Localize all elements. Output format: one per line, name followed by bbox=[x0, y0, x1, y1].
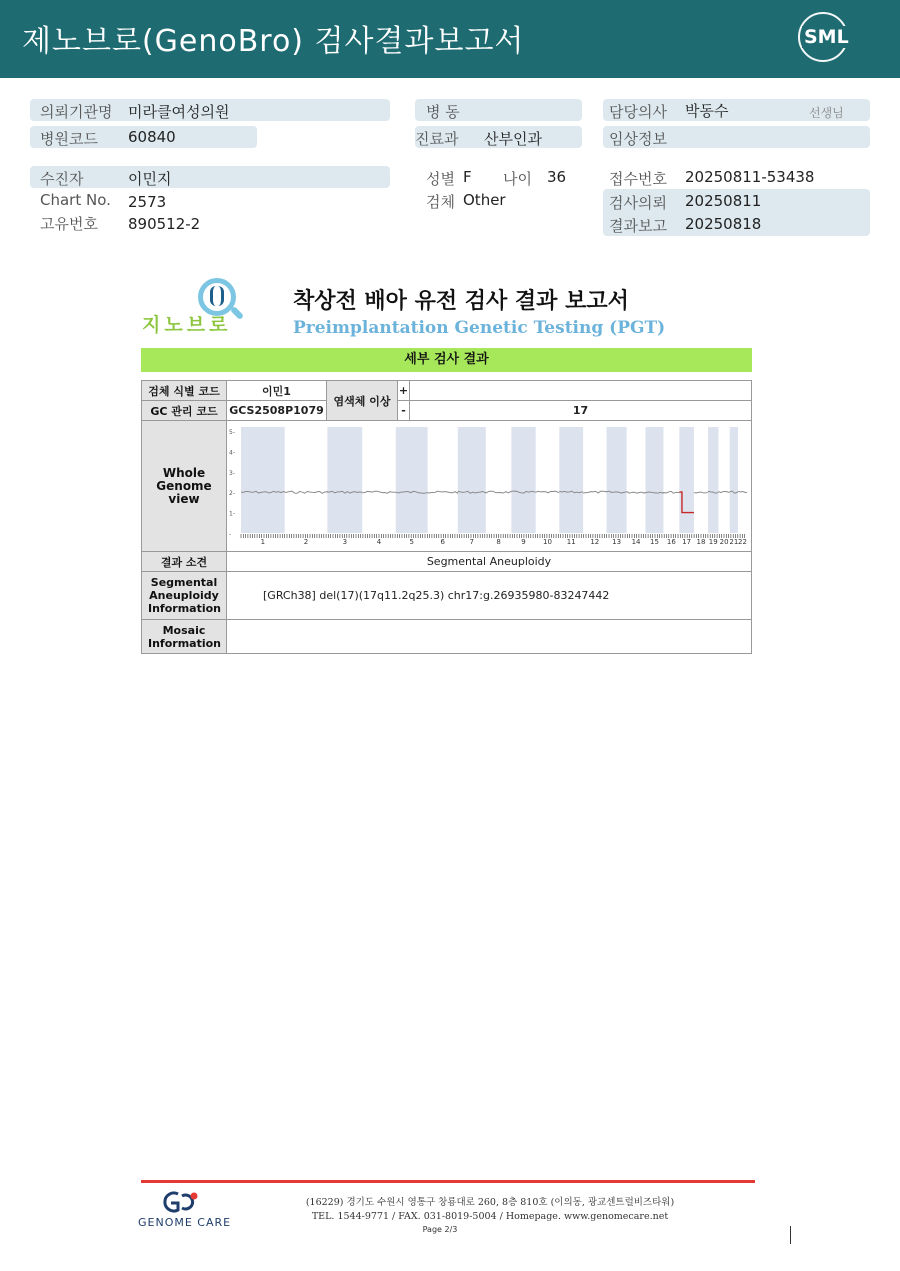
report-date-label: 결과보고 bbox=[609, 217, 667, 235]
chromosome-band-17 bbox=[679, 427, 694, 533]
chromosome-band-15 bbox=[645, 427, 663, 533]
minus-sign: - bbox=[398, 401, 410, 421]
footer-address bbox=[300, 1196, 680, 1224]
logo-name: 지노브로 bbox=[142, 314, 232, 336]
copy-number-line-chr4 bbox=[362, 491, 395, 493]
x-tick-label: 18 bbox=[696, 538, 706, 546]
y-tick-label: 4- bbox=[229, 449, 235, 457]
x-tick-label: 21 bbox=[729, 538, 739, 546]
y-tick-label: - bbox=[229, 531, 232, 538]
specimen-value: Other bbox=[463, 191, 506, 209]
x-tick-label: 16 bbox=[666, 538, 676, 546]
chart-label: Chart No. bbox=[40, 191, 111, 209]
wgv-label: Whole Genome view bbox=[142, 421, 227, 552]
receipt-value: 20250811-53438 bbox=[685, 168, 815, 186]
x-tick-label: 4 bbox=[376, 538, 382, 546]
x-tick-label: 15 bbox=[650, 538, 659, 546]
section-header: 세부 검사 결과 bbox=[141, 348, 752, 372]
x-tick-label: 17 bbox=[682, 538, 692, 546]
x-tick-label: 13 bbox=[612, 538, 622, 546]
x-tick-label: 20 bbox=[719, 538, 729, 546]
age-value: 36 bbox=[547, 168, 567, 186]
hospital-code-label: 병원코드 bbox=[40, 130, 98, 148]
clinical-label: 임상정보 bbox=[609, 130, 667, 148]
x-tick-label: 5 bbox=[409, 538, 414, 546]
y-tick-label: 3- bbox=[229, 469, 235, 477]
sml-logo bbox=[796, 12, 852, 64]
department-label: 진료과 bbox=[415, 130, 459, 148]
age-label: 나이 bbox=[503, 170, 532, 188]
request-label: 검사의뢰 bbox=[609, 194, 667, 212]
y-tick-label: 5- bbox=[229, 429, 235, 436]
doctor-suffix: 선생님 bbox=[809, 106, 844, 120]
x-tick-label: 3 bbox=[342, 538, 348, 546]
chromosome-band-11 bbox=[559, 427, 583, 533]
abnormal-label: 염색체 이상 bbox=[327, 381, 398, 421]
copy-number-line-chr12 bbox=[583, 491, 606, 493]
x-tick-label: 14 bbox=[631, 538, 641, 546]
plus-value bbox=[410, 381, 752, 401]
chromosome-band-21 bbox=[730, 427, 738, 533]
footer-divider bbox=[141, 1180, 755, 1183]
specimen-label: 검체 bbox=[426, 193, 455, 211]
seg-info-label: Segmental Aneuploidy Information bbox=[142, 572, 227, 620]
chromosome-band-7 bbox=[458, 427, 486, 533]
x-tick-label: 19 bbox=[708, 538, 718, 546]
page-title: 제노브로(GenoBro) 검사결과보고서 bbox=[22, 24, 525, 59]
sex-label: 성별 bbox=[426, 170, 455, 188]
copy-number-line-chr6 bbox=[428, 491, 458, 493]
x-tick-label: 7 bbox=[469, 538, 475, 546]
magnifier-handle-icon bbox=[230, 306, 244, 320]
copy-number-line-chr10 bbox=[536, 491, 560, 493]
id-value: 890512-2 bbox=[128, 215, 201, 233]
chromosome-band-19 bbox=[708, 427, 718, 533]
id-label: 고유번호 bbox=[40, 215, 98, 233]
chromosome-band-1 bbox=[241, 427, 285, 533]
ward-label: 병 동 bbox=[426, 103, 460, 121]
patient-row-bg bbox=[30, 166, 390, 188]
x-tick-label: 2 bbox=[303, 538, 309, 546]
company-name: GENOME CARE bbox=[138, 1216, 232, 1229]
result-table bbox=[141, 380, 752, 654]
mosaic-value bbox=[227, 620, 752, 654]
copy-number-line-chr18 bbox=[694, 492, 708, 493]
y-tick-label: 2- bbox=[229, 490, 235, 498]
copy-number-line-chr20 bbox=[718, 491, 729, 492]
doctor-value: 박동수 bbox=[685, 102, 729, 120]
sample-code-label: 검체 식별 코드 bbox=[142, 381, 227, 401]
patient-label: 수진자 bbox=[40, 170, 84, 188]
sex-value: F bbox=[463, 168, 472, 186]
logo-text: SML bbox=[804, 26, 849, 48]
doctor-label: 담당의사 bbox=[609, 103, 667, 121]
genome-care-mark-icon bbox=[160, 1190, 204, 1214]
x-tick-label: 10 bbox=[543, 538, 552, 546]
page-number: Page 2/3 bbox=[422, 1225, 458, 1234]
request-value: 20250811 bbox=[685, 192, 762, 210]
copy-number-line-chr8 bbox=[486, 491, 512, 493]
hospital-code-value: 60840 bbox=[128, 128, 176, 146]
x-tick-label: 9 bbox=[521, 538, 526, 546]
x-tick-label: 12 bbox=[590, 538, 600, 546]
x-tick-label: 6 bbox=[440, 538, 445, 546]
copy-number-line-chr2 bbox=[285, 491, 328, 493]
department-value: 산부인과 bbox=[484, 130, 542, 148]
whole-genome-view bbox=[227, 421, 751, 551]
dna-icon bbox=[210, 286, 224, 306]
institution-label: 의뢰기관명 bbox=[40, 103, 113, 121]
report-date-value: 20250818 bbox=[685, 215, 762, 233]
copy-number-line-chr14 bbox=[627, 491, 646, 493]
patient-value: 이민지 bbox=[128, 170, 172, 188]
seg-info-value: [GRCh38] del(17)(17q11.2q25.3) chr17:g.26935980-83247442 bbox=[227, 572, 752, 620]
mosaic-label: Mosaic Information bbox=[142, 620, 227, 654]
genome-care-logo bbox=[138, 1190, 238, 1232]
x-tick-label: 8 bbox=[496, 538, 501, 546]
x-tick-label: 22 bbox=[738, 538, 747, 546]
receipt-label: 접수번호 bbox=[609, 170, 667, 188]
chromosome-band-13 bbox=[607, 427, 627, 533]
finding-value: Segmental Aneuploidy bbox=[227, 552, 752, 572]
genobro-logo bbox=[142, 276, 252, 338]
x-tick-label: 1 bbox=[260, 538, 266, 546]
report-subtitle: Preimplantation Genetic Testing (PGT) bbox=[293, 318, 666, 338]
finding-label: 결과 소견 bbox=[142, 552, 227, 572]
genome-chart bbox=[227, 421, 752, 551]
chromosome-band-5 bbox=[396, 427, 428, 533]
gc-code-value: GCS2508P1079 bbox=[227, 401, 327, 421]
copy-number-line-chr22 bbox=[738, 491, 747, 492]
institution-value: 미라클여성의원 bbox=[128, 103, 230, 121]
report-title: 착상전 배아 유전 검사 결과 보고서 bbox=[293, 289, 629, 314]
chromosome-band-3 bbox=[327, 427, 362, 533]
copy-number-line-chr16 bbox=[663, 491, 679, 493]
gc-code-label: GC 관리 코드 bbox=[142, 401, 227, 421]
header-bar bbox=[0, 0, 900, 78]
margin-mark bbox=[790, 1226, 791, 1244]
sample-code-value: 이민1 bbox=[227, 381, 327, 401]
address-line: (16229) 경기도 수원시 영통구 창룡대로 260, 8층 810호 (이의동, 광교센트럴비즈타워) bbox=[305, 1197, 675, 1208]
chromosome-band-9 bbox=[511, 427, 535, 533]
contact-line: TEL. 1544-9771 / FAX. 031-8019-5004 / Homepage. www.genomecare.net bbox=[311, 1211, 669, 1222]
x-tick-label: 11 bbox=[566, 538, 576, 546]
chart-value: 2573 bbox=[128, 193, 167, 211]
y-tick-label: 1- bbox=[229, 510, 235, 518]
plus-sign: + bbox=[398, 381, 410, 401]
minus-value: 17 bbox=[410, 401, 752, 421]
